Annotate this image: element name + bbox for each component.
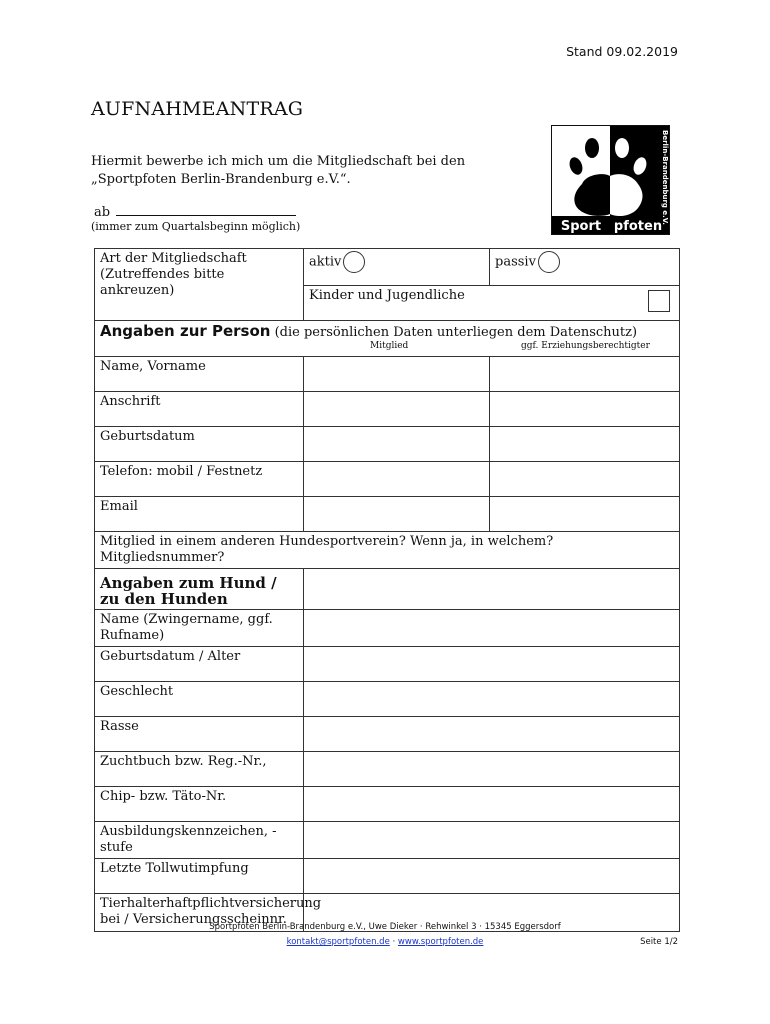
other-club-cell[interactable] <box>95 532 680 569</box>
paw-print-icon <box>552 126 669 234</box>
person-name-member-input[interactable] <box>304 357 490 392</box>
person-col-member: Mitglied <box>370 341 409 351</box>
person-row-label: Name, Vorname <box>95 357 304 392</box>
dog-breed-input[interactable] <box>304 717 680 752</box>
person-heading-cell <box>95 321 680 357</box>
dog-rabies-input[interactable] <box>304 859 680 894</box>
person-phone-guardian-input[interactable] <box>490 462 680 497</box>
club-logo <box>551 125 670 235</box>
person-row-label: Telefon: mobil / Festnetz <box>95 462 304 497</box>
dog-row <box>95 717 680 752</box>
person-email-guardian-input[interactable] <box>490 497 680 532</box>
other-club-row <box>95 532 680 569</box>
person-heading: Angaben zur Person <box>100 322 271 340</box>
other-club-question: Mitglied in einem anderen Hundesportverein? Wenn ja, in welchem? Mitgliedsnummer? <box>100 534 554 565</box>
page-number: Seite 1/2 <box>640 937 678 947</box>
logo-brand-left: Sport <box>560 219 602 234</box>
dog-row-label: Zuchtbuch bzw. Reg.-Nr., <box>95 752 304 787</box>
membership-hint: (Zutreffendes bitte ankreuzen) <box>100 267 225 298</box>
membership-active-label: aktiv <box>309 254 342 270</box>
person-birthdate-guardian-input[interactable] <box>490 427 680 462</box>
person-col-guardian: ggf. Erziehungsberechtigter <box>521 341 650 351</box>
membership-youth-check-cell <box>633 286 680 321</box>
membership-youth-checkbox[interactable] <box>648 290 670 312</box>
dog-row-label: Geburtsdatum / Alter <box>95 647 304 682</box>
start-date-field[interactable] <box>94 203 296 220</box>
person-row-label: Geburtsdatum <box>95 427 304 462</box>
dog-training-input[interactable] <box>304 822 680 859</box>
person-row-label: Anschrift <box>95 392 304 427</box>
dog-row <box>95 787 680 822</box>
dog-row-label: Geschlecht <box>95 682 304 717</box>
membership-passive-radio[interactable] <box>538 251 560 273</box>
revision-date: Stand 09.02.2019 <box>566 44 678 59</box>
membership-passive-label: passiv <box>495 254 536 270</box>
person-row-name <box>95 357 680 392</box>
intro-text <box>91 153 465 189</box>
dog-row-label: Letzte Tollwutimpfung <box>95 859 304 894</box>
person-address-member-input[interactable] <box>304 392 490 427</box>
dog-row <box>95 822 680 859</box>
membership-youth-label-cell <box>304 286 633 321</box>
footer-address: Sportpfoten Berlin-Brandenburg e.V., Uwe Dieker · Rehwinkel 3 · 15345 Eggersdorf <box>209 922 561 932</box>
person-address-guardian-input[interactable] <box>490 392 680 427</box>
person-phone-member-input[interactable] <box>304 462 490 497</box>
dog-heading-spacer <box>304 569 680 610</box>
membership-row <box>95 249 680 286</box>
membership-label: Art der Mitgliedschaft <box>100 251 247 266</box>
dog-row <box>95 647 680 682</box>
start-date-line[interactable] <box>116 203 296 216</box>
logo-region-text: Berlin-Brandenburg e.V. <box>661 130 669 225</box>
person-row-email <box>95 497 680 532</box>
membership-passive-cell <box>490 249 680 286</box>
dog-heading: Angaben zum Hund / zu den Hunden <box>95 569 304 610</box>
person-name-guardian-input[interactable] <box>490 357 680 392</box>
person-heading-note: (die persönlichen Daten unterliegen dem Datenschutz) <box>274 325 638 340</box>
person-birthdate-member-input[interactable] <box>304 427 490 462</box>
dog-row-label: Ausbildungskennzeichen, -stufe <box>95 822 304 859</box>
dog-row <box>95 682 680 717</box>
membership-label-cell <box>95 249 304 321</box>
page-title: AUFNAHMEANTRAG <box>91 98 304 120</box>
person-row-label: Email <box>95 497 304 532</box>
dog-row <box>95 752 680 787</box>
dog-chip-input[interactable] <box>304 787 680 822</box>
dog-name-input[interactable] <box>304 610 680 647</box>
intro-line-2: „Sportpfoten Berlin-Brandenburg e.V.“. <box>91 172 351 187</box>
dog-row-label: Tierhalterhaftpflichtversicherung bei / Versicherungsscheinnr. <box>95 894 304 932</box>
person-heading-row <box>95 321 680 357</box>
dog-row-label: Name (Zwingername, ggf. Rufname) <box>95 610 304 647</box>
person-row-address <box>95 392 680 427</box>
footer-website-link[interactable]: www.sportpfoten.de <box>397 937 484 947</box>
dog-sex-input[interactable] <box>304 682 680 717</box>
application-form-table <box>94 248 680 932</box>
person-row-phone <box>95 462 680 497</box>
membership-active-cell <box>304 249 490 286</box>
intro-line-1: Hiermit bewerbe ich mich um die Mitgliedschaft bei den <box>91 154 466 169</box>
dog-heading-row <box>95 569 680 610</box>
person-email-member-input[interactable] <box>304 497 490 532</box>
dog-row-label: Chip- bzw. Täto-Nr. <box>95 787 304 822</box>
dog-row <box>95 610 680 647</box>
person-row-birthdate <box>95 427 680 462</box>
membership-youth-label: Kinder und Jugendliche <box>309 288 465 303</box>
dog-birthdate-input[interactable] <box>304 647 680 682</box>
footer-separator: · <box>392 937 396 947</box>
dog-row <box>95 859 680 894</box>
footer-email-link[interactable]: kontakt@sportpfoten.de <box>286 937 390 947</box>
logo-brand-right: pfoten <box>613 219 663 234</box>
dog-row-label: Rasse <box>95 717 304 752</box>
membership-active-radio[interactable] <box>343 251 365 273</box>
start-date-note: (immer zum Quartalsbeginn möglich) <box>91 220 301 233</box>
start-date-label: ab <box>94 205 111 220</box>
dog-studbook-input[interactable] <box>304 752 680 787</box>
